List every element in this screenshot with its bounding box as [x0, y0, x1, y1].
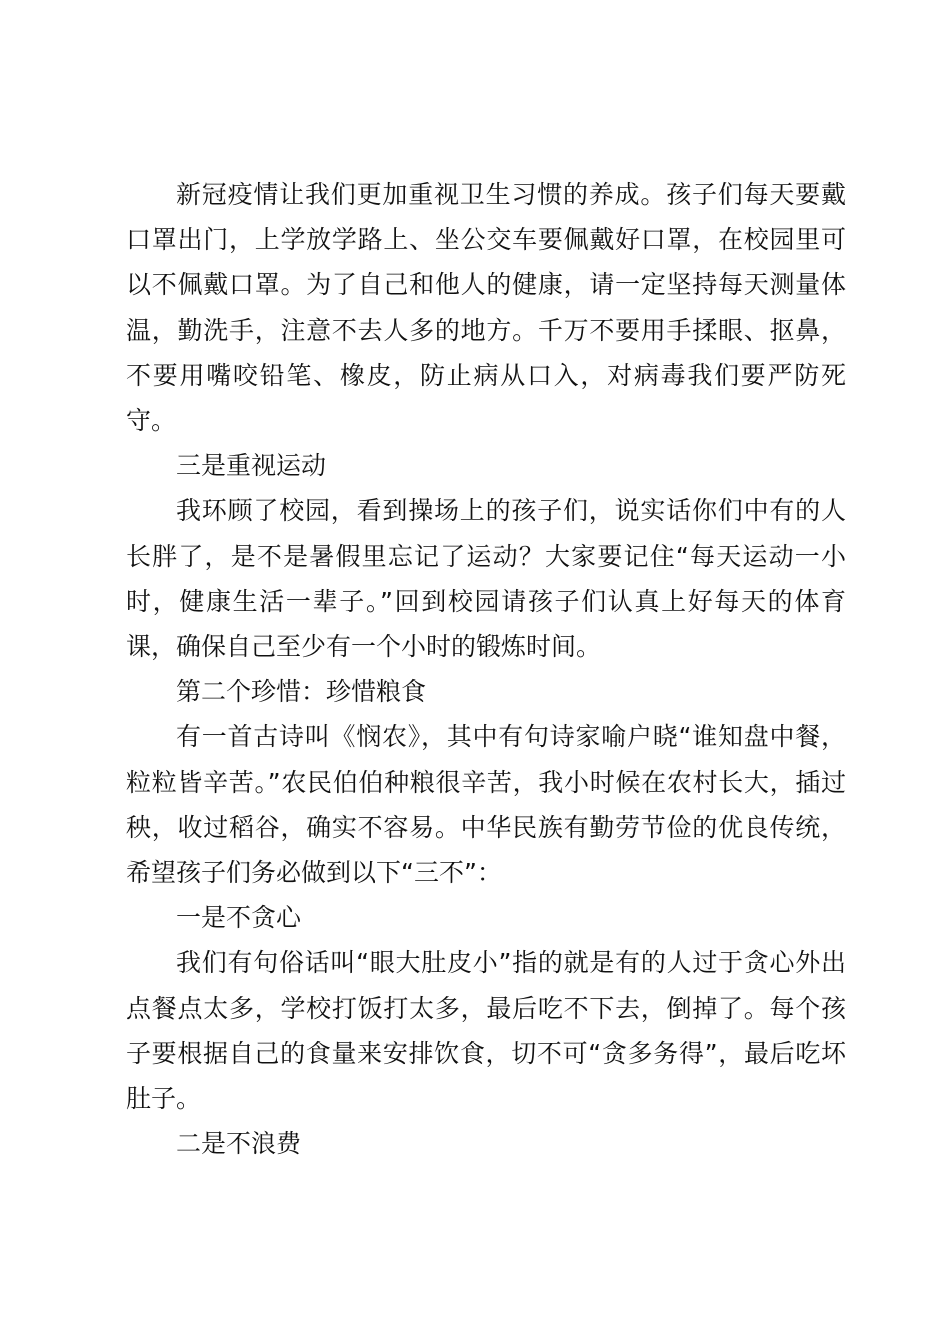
heading-not-greedy: 一是不贪心 — [176, 903, 302, 933]
paragraph-not-greedy: 我们有句俗话叫“眼大肚皮小”指的就是有的人过于贪心外出点餐点太多，学校打饭打太多，最后吃不下去，倒掉了。每个孩子要根据自己的食量来安排饮食，切不可“贪多务得”，最后吃坏肚子。 — [126, 948, 846, 1114]
heading-exercise: 三是重视运动 — [176, 451, 327, 481]
paragraph-hygiene: 新冠疫情让我们更加重视卫生习惯的养成。孩子们每天要戴口罩出门，上学放学路上、坐公交车要佩戴好口罩，在校园里可以不佩戴口罩。为了自己和他人的健康，请一定坚持每天测量体温，勤洗手，注意不去人多的地方。千万不要用手揉眼、抠鼻，不要用嘴咬铅笔、橡皮，防止病从口入，对病毒我们要严防死守。 — [126, 180, 846, 436]
heading-no-waste: 二是不浪费 — [176, 1129, 302, 1159]
paragraph-exercise: 我环顾了校园，看到操场上的孩子们，说实话你们中有的人长胖了，是不是暑假里忘记了运动？大家要记住“每天运动一小时，健康生活一辈子。”回到校园请孩子们认真上好每天的体育课，确保自己至少有一个小时的锻炼时间。 — [126, 496, 846, 662]
document-body — [126, 172, 846, 1166]
paragraph-food: 有一首古诗叫《悯农》，其中有句诗家喻户晓“谁知盘中餐，粒粒皆辛苦。”农民伯伯种粮很辛苦，我小时候在农村长大，插过秧，收过稻谷，确实不容易。中华民族有勤劳节俭的优良传统，希望孩子们务必做到以下“三不”： — [126, 722, 846, 888]
heading-cherish-food: 第二个珍惜：珍惜粮食 — [176, 677, 427, 707]
